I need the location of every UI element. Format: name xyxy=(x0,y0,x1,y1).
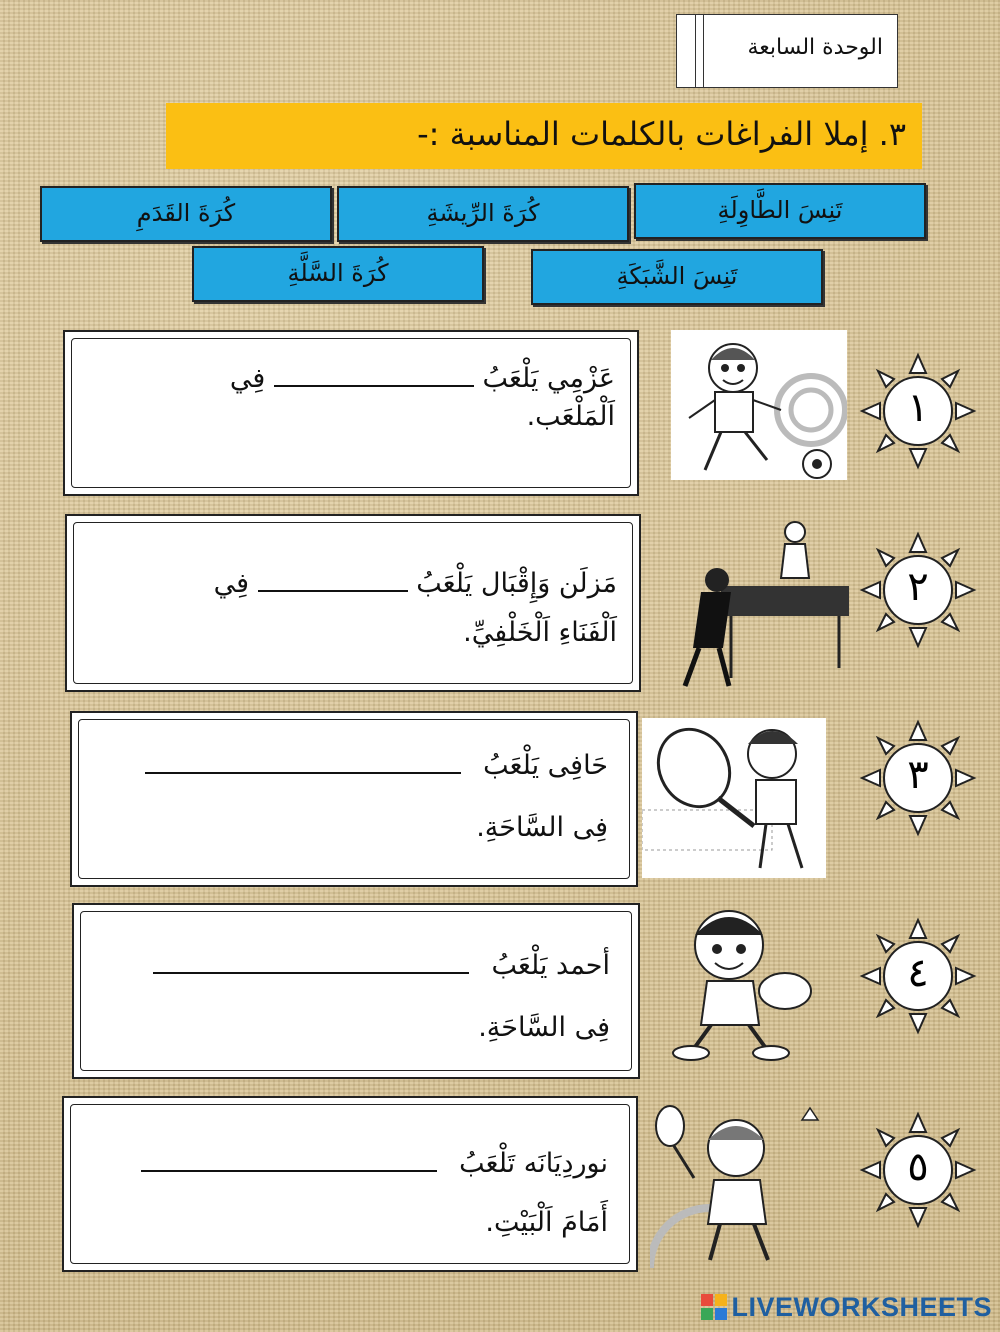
question-frame-1 xyxy=(63,330,639,496)
question-number-badge-3 xyxy=(858,718,978,842)
question-number: ٥ xyxy=(907,1144,929,1190)
question-number: ١ xyxy=(907,385,929,431)
liveworksheets-icon xyxy=(701,1294,727,1320)
sentence-start: أحمد يَلْعَبُ xyxy=(491,950,610,981)
question-number-badge-5 xyxy=(858,1110,978,1234)
liveworksheets-logo xyxy=(701,1290,992,1324)
sentence-line2: فِى السَّاحَةِ. xyxy=(476,812,608,844)
sentence-start: مَزلَن وَإِقْبَال يَلْعَبُ xyxy=(416,568,617,599)
instruction-text: ٣. إملا الفراغات بالكلمات المناسبة :- xyxy=(417,115,906,153)
boy-playing-tennis-image xyxy=(642,718,826,878)
boy-kicking-football-image xyxy=(671,330,847,480)
question-number: ٣ xyxy=(907,752,929,798)
table-tennis-image xyxy=(671,518,849,688)
boy-holding-ball-image xyxy=(655,905,827,1063)
sentence-line2: أَمَامَ اَلْبَيْتِ. xyxy=(485,1207,608,1239)
instruction-bar xyxy=(166,103,922,169)
answer-blank-2[interactable] xyxy=(258,590,408,592)
question-number: ٤ xyxy=(907,950,929,996)
brand-text: LIVEWORKSHEETS xyxy=(731,1291,992,1322)
unit-label-box xyxy=(676,14,898,88)
question-number-badge-4 xyxy=(858,916,978,1040)
word-chip[interactable]: تَنِسَ الطَّاوِلَةِ xyxy=(634,183,926,239)
question-number: ٢ xyxy=(907,564,929,610)
word-chip[interactable]: كُرَةَ السَّلَّةِ xyxy=(192,246,484,302)
word-chip[interactable]: تَنِسَ الشَّبَكَةِ xyxy=(531,249,823,305)
girl-playing-badminton-image xyxy=(650,1100,826,1268)
sentence-start: حَافِى يَلْعَبُ xyxy=(483,750,608,781)
sentence-line2: اَلْفَنَاءِ اَلْخَلْفِيِّ. xyxy=(463,616,617,648)
sentence-start: عَزْمِي يَلْعَبُ xyxy=(482,363,615,394)
question-frame-2 xyxy=(65,514,641,692)
question-number-badge-1 xyxy=(858,351,978,475)
question-number-badge-2 xyxy=(858,530,978,654)
answer-blank-1[interactable] xyxy=(274,385,474,387)
sentence-line2: فِى السَّاحَةِ. xyxy=(478,1012,610,1044)
word-chip[interactable]: كُرَةَ القَدَمِ xyxy=(40,186,332,242)
sentence-end: فِي xyxy=(229,363,266,394)
answer-blank-3[interactable] xyxy=(145,772,461,774)
unit-label: الوحدة السابعة xyxy=(747,35,883,60)
answer-blank-5[interactable] xyxy=(141,1170,437,1172)
question-frame-3 xyxy=(70,711,638,887)
sentence-line2: اَلْمَلْعَب. xyxy=(526,400,615,432)
sentence-end: فِي xyxy=(213,568,250,599)
sentence-start: نوردِيَانَه تَلْعَبُ xyxy=(459,1148,608,1179)
question-frame-4 xyxy=(72,903,640,1079)
question-frame-5 xyxy=(62,1096,638,1272)
word-chip[interactable]: كُرَةَ الرِّيشَةِ xyxy=(337,186,629,242)
answer-blank-4[interactable] xyxy=(153,972,469,974)
